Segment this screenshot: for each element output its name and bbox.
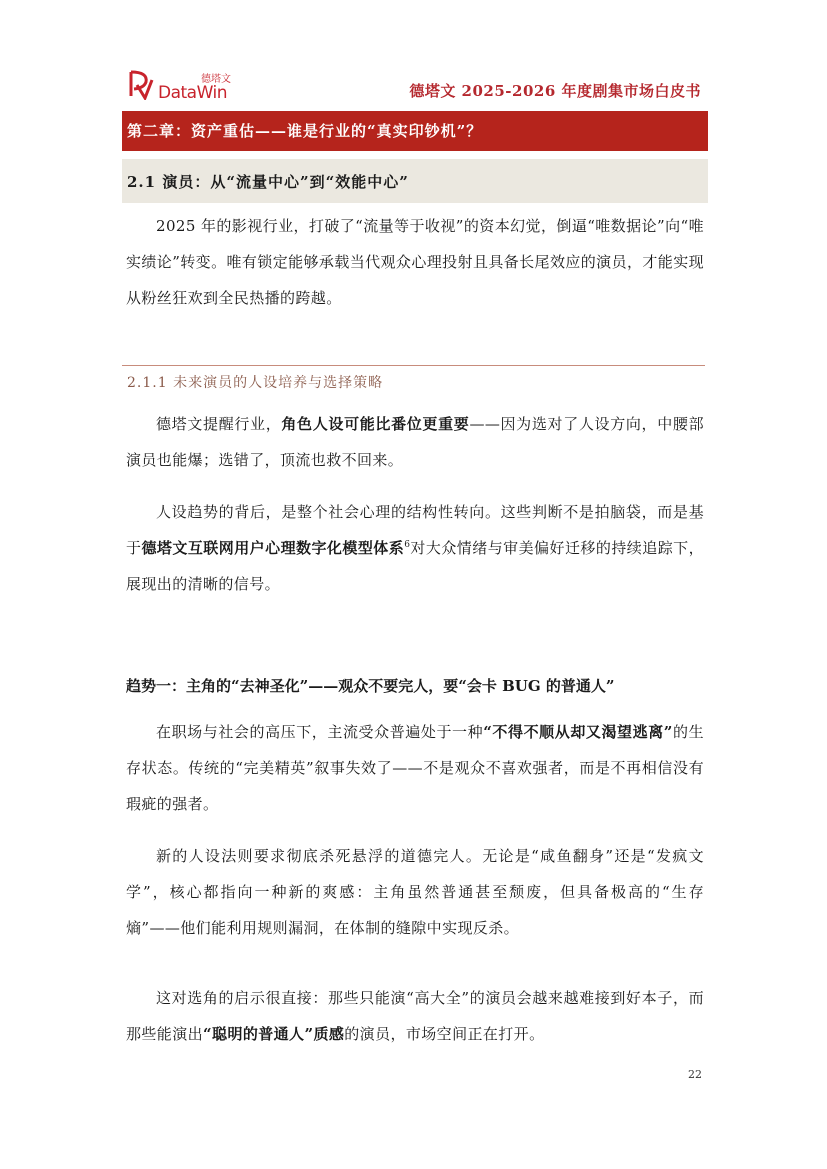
- intro-paragraph: 2025 年的影视行业，打破了“流量等于收视”的资本幻觉，倒逼“唯数据论”向“唯实绩论”转变。唯有锁定能够承载当代观众心理投射且具备长尾效应的演员，才能实现从粉丝狂欢到全民热播的跨越。: [126, 217, 704, 307]
- logo-chinese-text: 德塔文: [201, 74, 231, 85]
- paragraph-1: 德塔文提醒行业，角色人设可能比番位更重要——因为选对了人设方向，中腰部演员也能爆；选错了，顶流也救不回来。: [126, 415, 704, 469]
- datawin-logo: [128, 66, 238, 102]
- section-title: 2.1 演员：从“流量中心”到“效能中心”: [127, 173, 409, 191]
- datawin-logo-icon: [128, 68, 158, 100]
- paragraph-4: 新的人设法则要求彻底杀死悬浮的道德完人。无论是“咸鱼翻身”还是“发疯文学”，核心都指向一种新的爽感：主角虽然普通甚至颓废，但具备极高的“生存熵”——他们能利用规则漏洞，在体制的缝隙中实现反杀。: [126, 847, 704, 937]
- document-title: 德塔文 2025-2026 年度剧集市场白皮书: [409, 82, 701, 100]
- chapter-title: 第二章：资产重估——谁是行业的“真实印钞机”？: [127, 122, 483, 140]
- paragraph-3-emphasis: “不得不顺从却又渴望逃离”: [483, 723, 673, 741]
- paragraph-1-emphasis: 角色人设可能比番位更重要: [281, 415, 470, 433]
- page-number: 22: [688, 1068, 702, 1081]
- section-heading-bar: [122, 159, 708, 203]
- paragraph-5: 这对选角的启示很直接：那些只能演“高大全”的演员会越来越难接到好本子，而那些能演出“聪明的普通人”质感的演员，市场空间正在打开。: [126, 989, 704, 1043]
- paragraph-2-emphasis: 德塔文互联网用户心理数字化模型体系: [141, 539, 405, 557]
- footnote-ref: 6: [404, 540, 411, 550]
- subsection-title: 2.1.1 未来演员的人设培养与选择策略: [127, 375, 384, 391]
- paragraph-2: 人设趋势的背后，是整个社会心理的结构性转向。这些判断不是拍脑袋，而是基于德塔文互联网用户心理数字化模型体系$^6$对大众情绪与审美偏好迁移的持续追踪下，展现出的清晰的信号。: [126, 503, 705, 593]
- trend-heading: 趋势一：主角的“去神圣化”——观众不要完人，要“会卡 BUG 的普通人”: [126, 677, 615, 695]
- paragraph-5-emphasis: “聪明的普通人”质感: [203, 1025, 345, 1043]
- chapter-heading-bar: [122, 111, 708, 151]
- logo-english-text: DataWin: [158, 83, 228, 103]
- paragraph-3: 在职场与社会的高压下，主流受众普遍处于一种“不得不顺从却又渴望逃离”的生存状态。传统的“完美精英”叙事失效了——不是观众不喜欢强者，而是不再相信没有瑕疵的强者。: [126, 723, 704, 813]
- section-divider: [122, 365, 705, 366]
